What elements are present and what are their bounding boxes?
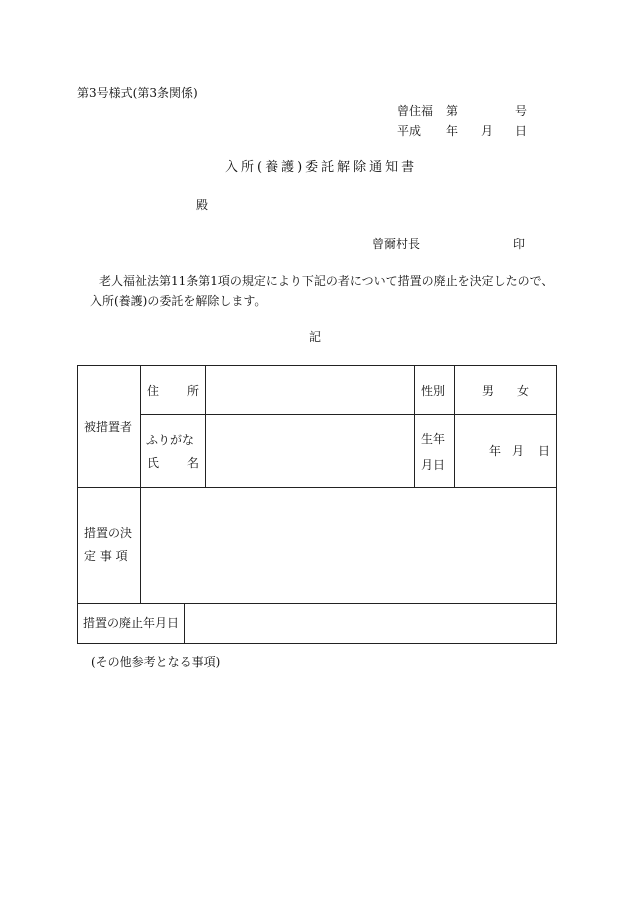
reference-note: (その他参考となる事項) [91,655,221,669]
name-label-1: 氏 [147,456,160,470]
issuer-name: 曾爾村長 [372,237,421,251]
table-line-row2 [77,487,557,488]
gender-male[interactable]: 男 [482,384,495,398]
abolition-date-label: 措置の廃止年月日 [83,616,180,630]
document-title: 入所(養護)委託解除通知書 [225,160,418,175]
date-month: 月 [481,124,494,138]
dob-month[interactable]: 月 [512,444,525,458]
table-border-bottom [77,643,557,644]
subject-label: 被措置者 [84,420,133,434]
name-label-2: 名 [187,456,200,470]
abolition-date-value[interactable] [191,616,549,630]
table-col-abolition [184,603,185,643]
address-label-2: 所 [187,384,200,398]
doc-number-dai: 第 [446,104,459,118]
decision-label-1: 措置の決 [84,526,133,540]
table-line-row3 [77,603,557,604]
decision-label-2: 定 事 項 [84,549,128,563]
table-border-top [77,365,557,366]
doc-number-go: 号 [515,104,528,118]
doc-number-prefix: 曾住福 [397,104,434,118]
table-col-3 [414,365,415,487]
gender-female[interactable]: 女 [517,384,530,398]
table-border-left [77,365,78,644]
table-col-2 [205,365,206,487]
dob-label-1: 生年 [421,432,446,446]
table-col-4 [454,365,455,487]
date-year: 年 [446,124,459,138]
body-line-2: 入所(養護)の委託を解除します。 [90,294,267,308]
table-line-row1 [140,414,557,415]
address-value[interactable] [212,384,408,398]
addressee: 殿 [196,198,209,212]
name-value[interactable] [212,444,408,458]
table-border-right [556,365,557,644]
furigana-label: ふりがな [146,433,195,447]
gender-label: 性別 [421,384,446,398]
form-number: 第3号様式(第3条関係) [77,86,198,100]
date-era: 平成 [397,124,422,138]
address-label-1: 住 [147,384,160,398]
date-day: 日 [515,124,528,138]
issuer-seal: 印 [513,237,526,251]
body-line-1: 老人福祉法第11条第1項の規定により下記の者について措置の廃止を決定したので、 [99,274,554,288]
decision-value[interactable] [147,494,549,594]
dob-label-2: 月日 [421,458,446,472]
ki-heading: 記 [309,330,322,344]
dob-day[interactable]: 日 [538,444,551,458]
table-col-1 [140,365,141,603]
dob-year[interactable]: 年 [489,444,502,458]
